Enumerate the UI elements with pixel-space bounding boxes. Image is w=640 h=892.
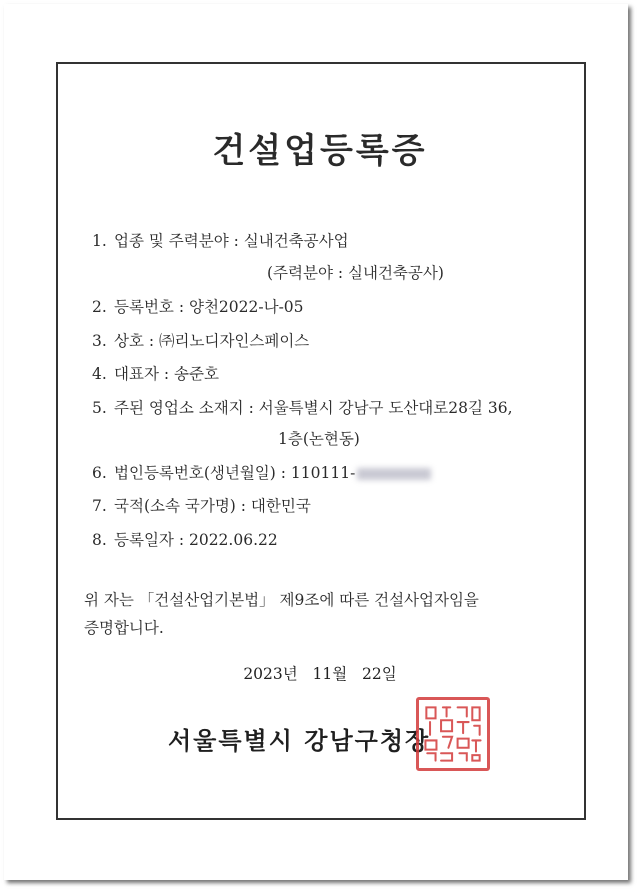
item-number: 4.: [92, 365, 107, 383]
item-number: 3.: [92, 332, 107, 350]
item-business-type: [92, 229, 349, 251]
item-text: 업종 및 주력분야 : 실내건축공사업: [114, 232, 349, 250]
item-text: 법인등록번호(생년월일) : 110111-: [114, 464, 356, 482]
item-corporate-number: [92, 461, 431, 483]
official-seal-icon: [416, 697, 490, 771]
issuer-name: 서울특별시 강남구청장: [168, 727, 431, 755]
item-text: 등록일자 : 2022.06.22: [114, 531, 278, 549]
certification-line-2: 증명합니다.: [84, 619, 164, 637]
item-number: 7.: [92, 497, 107, 515]
item-text: 1층(논현동): [278, 430, 360, 448]
item-number: 1.: [92, 232, 107, 250]
item-text: 상호 : ㈜리노디자인스페이스: [114, 332, 310, 350]
item-number: 2.: [92, 298, 107, 316]
item-main-field: [267, 261, 444, 283]
certification-line-1: 위 자는 「건설산업기본법」 제9조에 따른 건설사업자임을: [84, 591, 479, 609]
item-office-address-cont: [278, 427, 360, 449]
item-registration-date: [92, 528, 278, 550]
item-text: 대표자 : 송준호: [114, 365, 219, 383]
item-office-address: [92, 396, 513, 418]
item-representative: [92, 362, 219, 384]
item-nationality: [92, 494, 311, 516]
item-text: 국적(소속 국가명) : 대한민국: [114, 497, 311, 515]
issue-date: 2023년 11월 22일: [243, 665, 397, 683]
item-text: (주력분야 : 실내건축공사): [267, 264, 444, 282]
item-number: 6.: [92, 464, 107, 482]
item-text: 등록번호 : 양천2022-나-05: [114, 298, 304, 316]
item-text: 주된 영업소 소재지 : 서울특별시 강남구 도산대로28길 36,: [114, 399, 513, 417]
item-company-name: [92, 329, 309, 351]
redacted-block: [357, 468, 431, 480]
document-title: 건설업등록증: [212, 131, 428, 171]
item-registration-number: [92, 295, 304, 317]
item-number: 8.: [92, 531, 107, 549]
item-number: 5.: [92, 399, 107, 417]
